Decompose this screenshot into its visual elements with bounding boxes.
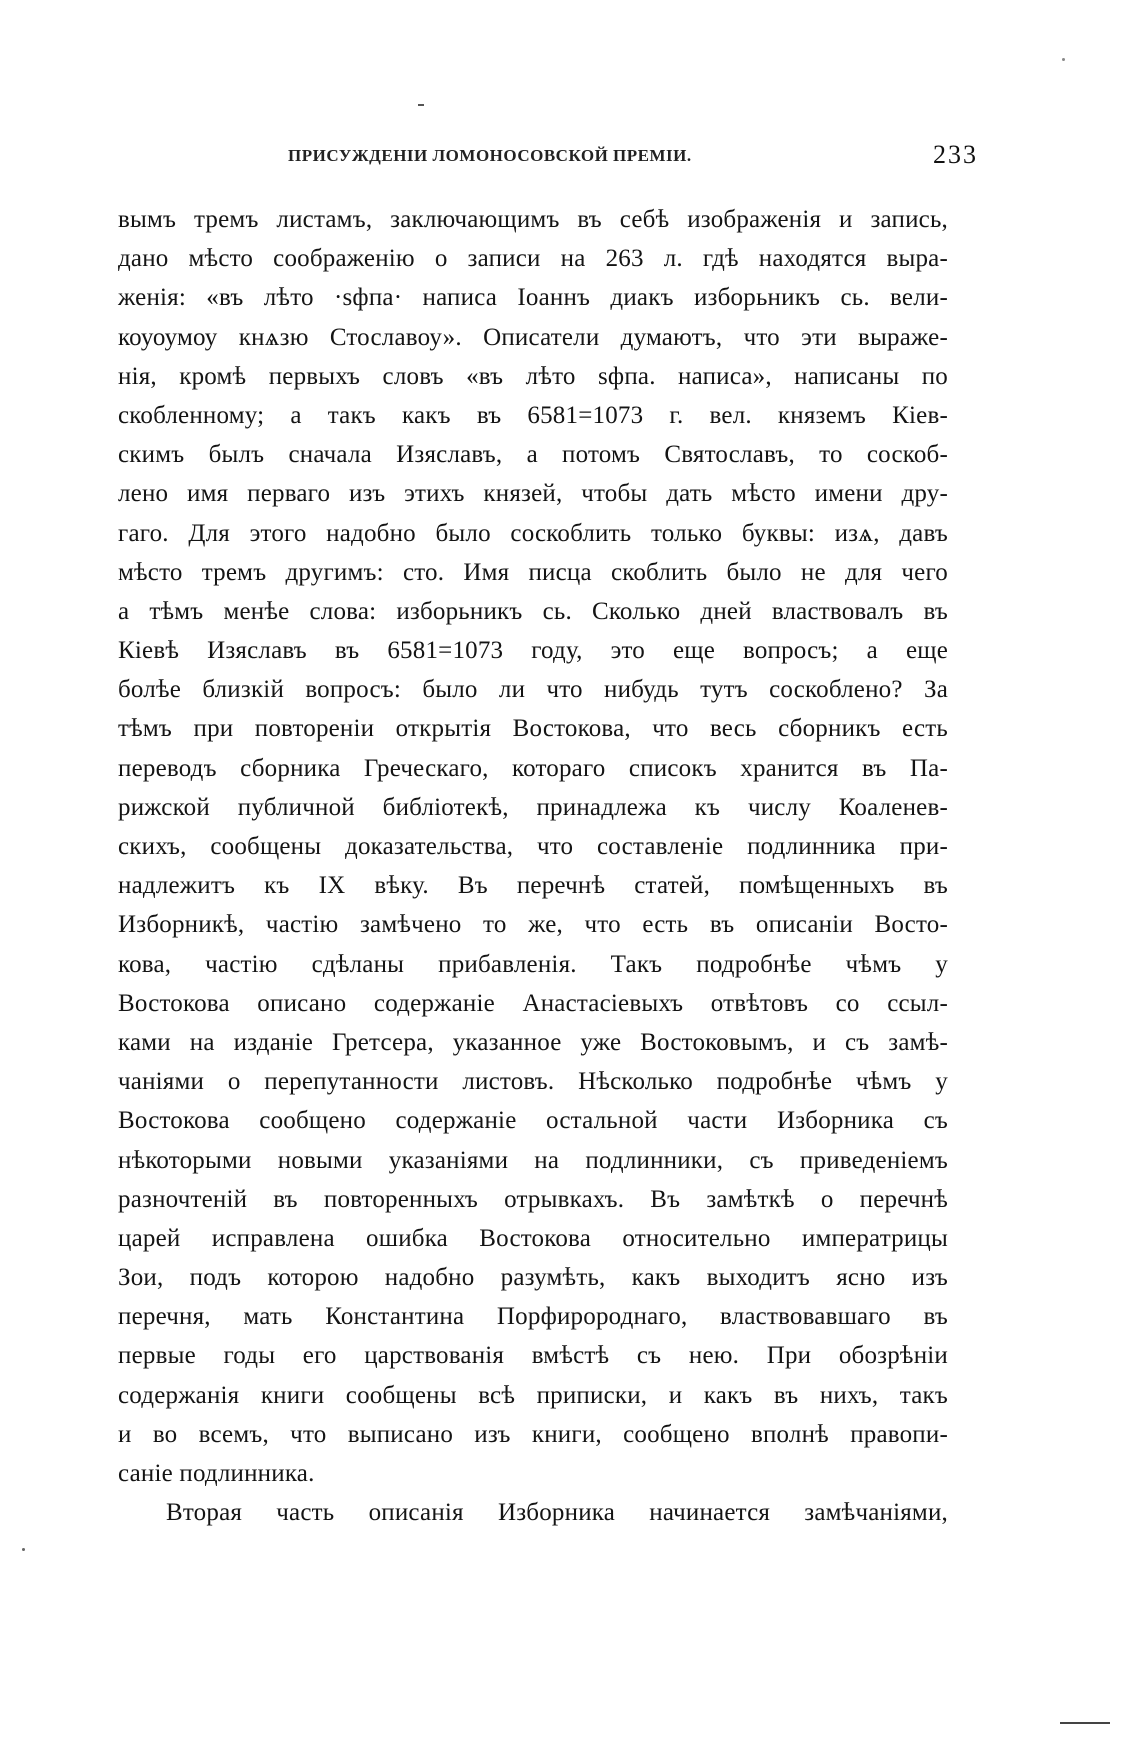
text-line: скихъ, сообщены доказательства, что составленіе подлинника при- (118, 833, 948, 860)
text-line: Востокова описано содержаніе Анастасіевыхъ отвѣтовъ со ссыл- (118, 989, 948, 1017)
text-line: скимъ былъ сначала Изяславъ, а потомъ Святославъ, то соскоб- (118, 441, 948, 469)
text-line: тѣмъ при повтореніи открытія Востокова, что весь сборникъ есть (118, 715, 948, 743)
text-line: Кiевѣ Изяславъ въ 6581=1073 году, это еще вопросъ; а еще (118, 637, 948, 665)
text-line: женія: «въ лѣто ·ѕфпа· написа Іоаннъ диакъ изборьникъ сь. вели- (118, 284, 948, 312)
scan-mark (1060, 1722, 1110, 1724)
text-line: нѣкоторыми новыми указаніями на подлинники, съ приведеніемъ (118, 1146, 948, 1174)
page-number: 233 (933, 140, 978, 169)
text-line: нія, кромѣ первыхъ словъ «въ лѣто ѕфпа. написа», написаны по (118, 362, 948, 390)
text-line: саніе подлинника. (118, 1460, 315, 1487)
text-line: Зои, подъ которою надобно разумѣть, какъ выходитъ ясно изъ (118, 1264, 948, 1292)
text-line: разночтеній въ повторенныхъ отрывкахъ. Въ замѣткѣ о перечнѣ (118, 1185, 948, 1213)
text-line: надлежитъ къ IX вѣку. Въ перечнѣ статей, помѣщенныхъ въ (118, 872, 948, 900)
text-line: дано мѣсто соображенію о записи на 263 л. гдѣ находятся выра- (118, 245, 948, 273)
text-line: содержанія книги сообщены всѣ приписки, и какъ въ нихъ, такъ (118, 1381, 948, 1409)
page-header (118, 140, 978, 180)
text-line: и во всемъ, что выписано изъ книги, сообщено вполнѣ правопи- (118, 1420, 948, 1448)
scan-speck (1062, 58, 1065, 61)
text-line: царей исправлена ошибка Востокова относительно императрицы (118, 1224, 948, 1252)
scan-mark (418, 104, 424, 106)
paragraph-start-line: Вторая часть описанія Изборника начинается замѣчаніями, (166, 1499, 948, 1527)
text-line: кова, частію сдѣланы прибавленія. Такъ подробнѣе чѣмъ у (118, 950, 948, 978)
scan-speck (22, 1548, 25, 1551)
text-line: скобленному; а такъ какъ въ 6581=1073 г. вел. княземъ Кiев- (118, 401, 948, 429)
text-line: перечня, мать Константина Порфиророднаго, властвовавшаго въ (118, 1303, 948, 1331)
text-line: а тѣмъ менѣе слова: изборьникъ сь. Сколько дней властвовалъ въ (118, 597, 948, 625)
text-line: Востокова сообщено содержаніе остальной части Изборника съ (118, 1107, 948, 1135)
text-line: первые годы его царствованія вмѣстѣ съ нею. При обозрѣніи (118, 1342, 948, 1370)
text-line: ками на изданіе Гретсера, указанное уже Востоковымъ, и съ замѣ- (118, 1028, 948, 1056)
text-line: переводъ сборника Греческаго, котораго списокъ хранится въ Па- (118, 754, 948, 782)
text-line: вымъ тремъ листамъ, заключающимъ въ себѣ изображенія и запись, (118, 206, 948, 233)
text-line: мѣсто тремъ другимъ: сто. Имя писца скоблить было не для чего (118, 558, 948, 586)
body-text (118, 200, 948, 1532)
text-line: болѣе близкій вопросъ: было ли что нибудь тутъ соскоблено? За (118, 676, 948, 704)
running-title: ПРИСУЖДЕНІИ ЛОМОНОСОВСКОЙ ПРЕМІИ. (288, 146, 692, 165)
text-line: лено имя перваго изъ этихъ князей, чтобы дать мѣсто имени дру- (118, 480, 948, 508)
text-line: чаніями о перепутанности листовъ. Нѣсколько подробнѣе чѣмъ у (118, 1068, 948, 1096)
text-line: рижской публичной библіотекѣ, принадлежа къ числу Коаленев- (118, 793, 948, 821)
text-line: Изборникѣ, частію замѣчено то же, что есть въ описаніи Восто- (118, 911, 948, 939)
text-line: коуоумоу кнѧзю Стославоу». Описатели думаютъ, что эти выраже- (118, 323, 948, 351)
text-line: гаго. Для этого надобно было соскоблить только буквы: изѧ, давъ (118, 519, 948, 547)
